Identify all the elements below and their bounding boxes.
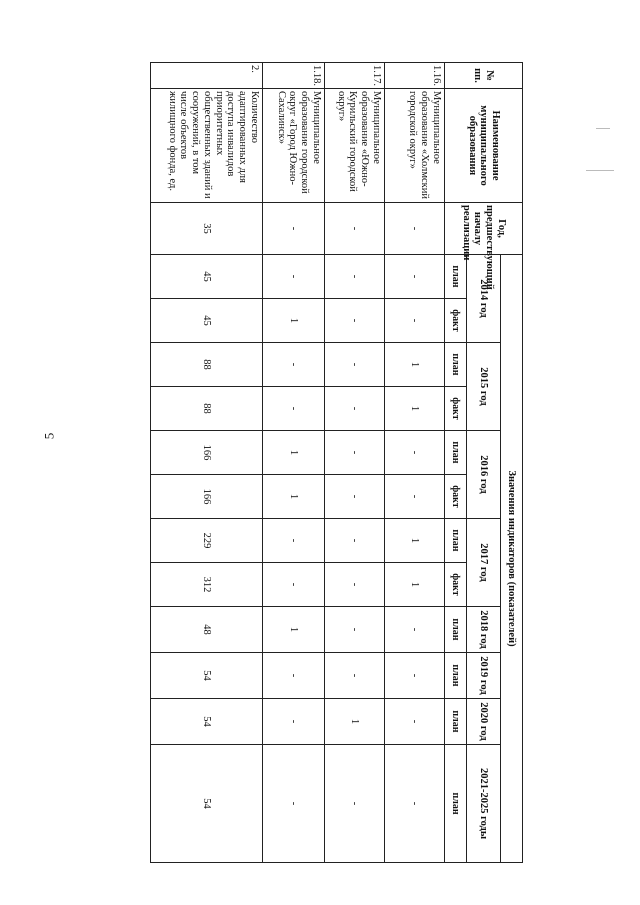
cell-value: 1 — [325, 699, 385, 745]
scan-mark — [586, 170, 614, 171]
header-2016: 2016 год — [467, 431, 501, 519]
row-name: Количество адаптированных для доступа инвалидов приоритетных общественных зданий и сооружений, в том числе объектов жилищного фонда, ед. — [151, 89, 263, 203]
subheader-plan: план — [445, 745, 467, 863]
cell-value: - — [263, 563, 325, 607]
cell-value: - — [385, 203, 445, 255]
header-2017: 2017 год — [467, 519, 501, 607]
header-num: № пп. — [445, 63, 523, 89]
cell-value: - — [263, 387, 325, 431]
subheader-fact: факт — [445, 299, 467, 343]
subheader-plan: план — [445, 519, 467, 563]
subheader-plan: план — [445, 607, 467, 653]
cell-value: 1 — [385, 387, 445, 431]
row-number: 2. — [151, 63, 263, 89]
cell-value: - — [263, 745, 325, 863]
table-row — [385, 63, 445, 863]
cell-value: 229 — [151, 519, 263, 563]
cell-value: - — [263, 343, 325, 387]
cell-value: 35 — [151, 203, 263, 255]
cell-value: 1 — [385, 519, 445, 563]
cell-value: - — [325, 431, 385, 475]
subheader-fact: факт — [445, 475, 467, 519]
scan-mark — [596, 128, 610, 129]
table-row — [325, 63, 385, 863]
row-name: Муниципальное образование «Южно-Курильский городской округ» — [325, 89, 385, 203]
cell-value: 1 — [263, 607, 325, 653]
cell-value: 48 — [151, 607, 263, 653]
cell-value: - — [385, 255, 445, 299]
header-name: Наименование муниципального образования — [445, 89, 523, 203]
header-2015: 2015 год — [467, 343, 501, 431]
cell-value: - — [325, 475, 385, 519]
row-number: 1.18. — [263, 63, 325, 89]
header-2018: 2018 год — [467, 607, 501, 653]
header-2014: 2014 год — [467, 255, 501, 343]
cell-value: - — [325, 387, 385, 431]
subheader-fact: факт — [445, 387, 467, 431]
subheader-plan: план — [445, 653, 467, 699]
cell-value: - — [385, 607, 445, 653]
cell-value: 1 — [385, 563, 445, 607]
cell-value: - — [385, 475, 445, 519]
header-2021-2025: 2021-2025 годы — [467, 745, 501, 863]
row-number: 1.17. — [325, 63, 385, 89]
header-2020: 2020 год — [467, 699, 501, 745]
cell-value: 88 — [151, 343, 263, 387]
cell-value: - — [325, 299, 385, 343]
header-2019: 2019 год — [467, 653, 501, 699]
cell-value: 88 — [151, 387, 263, 431]
cell-value: - — [385, 653, 445, 699]
cell-value: - — [325, 203, 385, 255]
cell-value: - — [325, 745, 385, 863]
row-number: 1.16. — [385, 63, 445, 89]
cell-value: - — [385, 299, 445, 343]
cell-value: 54 — [151, 653, 263, 699]
cell-value: 54 — [151, 745, 263, 863]
cell-value: 1 — [263, 475, 325, 519]
cell-value: 166 — [151, 475, 263, 519]
cell-value: - — [325, 519, 385, 563]
cell-value: - — [385, 431, 445, 475]
indicator-table — [150, 62, 523, 863]
header-indicators: Значения индикаторов (показателей) — [501, 255, 523, 863]
indicator-table-rotated — [166, 62, 523, 862]
cell-value: - — [325, 343, 385, 387]
cell-value: 1 — [263, 431, 325, 475]
subheader-plan: план — [445, 343, 467, 387]
cell-value: 312 — [151, 563, 263, 607]
page-number: 5 — [41, 432, 57, 440]
cell-value: - — [325, 607, 385, 653]
cell-value: - — [263, 519, 325, 563]
cell-value: - — [263, 255, 325, 299]
cell-value: - — [325, 255, 385, 299]
cell-value: 166 — [151, 431, 263, 475]
row-name: Муниципальное образование «Холмский городской округ» — [385, 89, 445, 203]
table-row — [263, 63, 325, 863]
subheader-plan: план — [445, 699, 467, 745]
cell-value: - — [263, 653, 325, 699]
cell-value: 45 — [151, 255, 263, 299]
cell-value: 45 — [151, 299, 263, 343]
cell-value: - — [325, 653, 385, 699]
header-prev-year: Год, предшествующий началу реализации — [445, 203, 523, 255]
cell-value: - — [385, 699, 445, 745]
cell-value: - — [263, 699, 325, 745]
table-row — [151, 63, 263, 863]
cell-value: - — [385, 745, 445, 863]
subheader-fact: факт — [445, 563, 467, 607]
row-name: Муниципальное образование городской округ «Город Южно-Сахалинск» — [263, 89, 325, 203]
cell-value: - — [263, 203, 325, 255]
cell-value: 54 — [151, 699, 263, 745]
cell-value: - — [325, 563, 385, 607]
subheader-plan: план — [445, 431, 467, 475]
cell-value: 1 — [263, 299, 325, 343]
subheader-plan: план — [445, 255, 467, 299]
cell-value: 1 — [385, 343, 445, 387]
